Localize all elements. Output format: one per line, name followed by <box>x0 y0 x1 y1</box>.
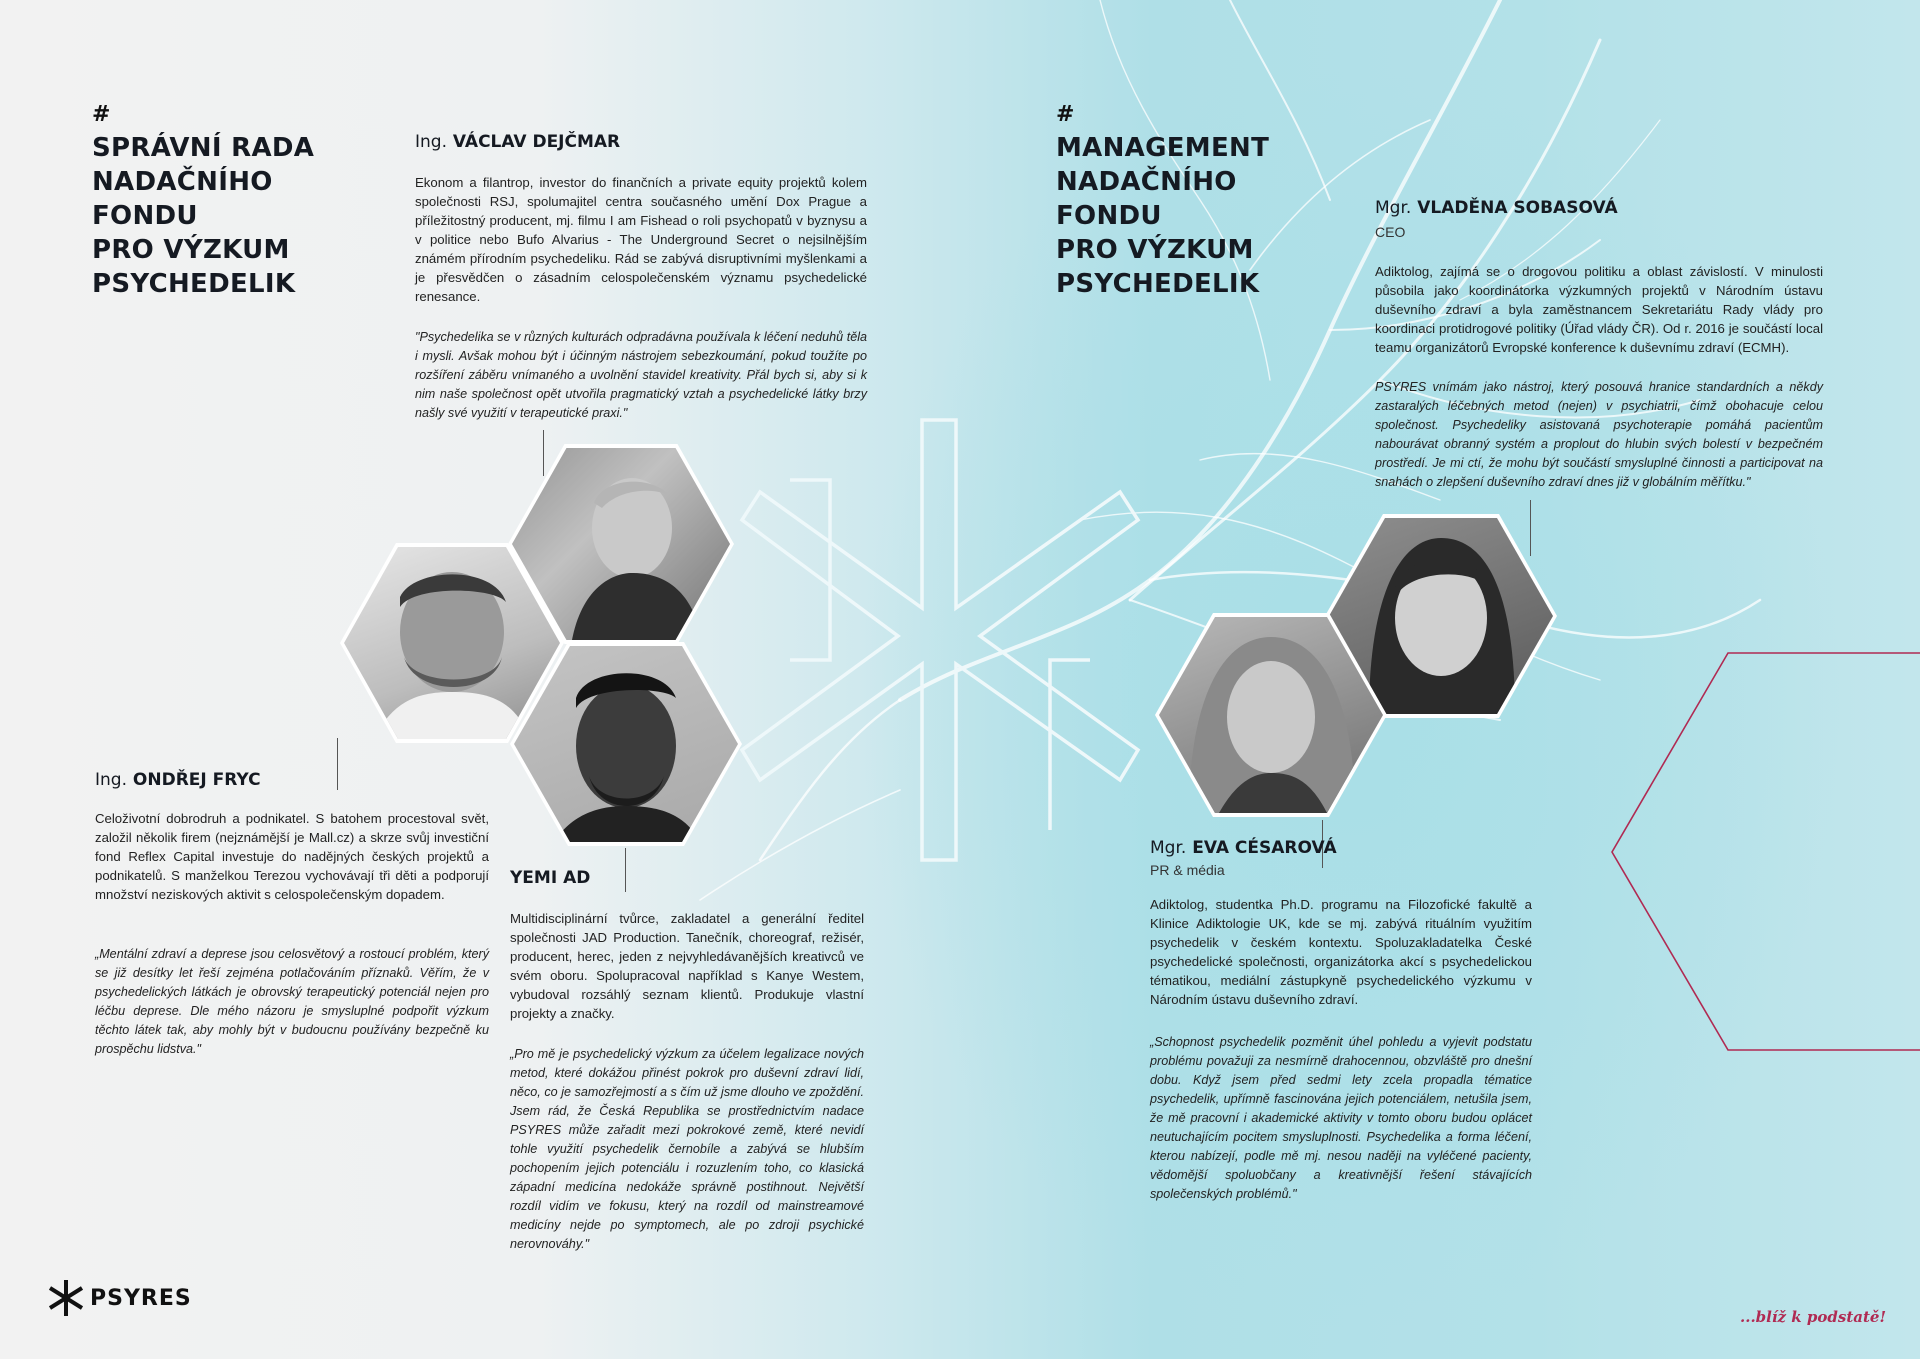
cesarova-role: PR & média <box>1150 862 1225 878</box>
dejcmar-bio: Ekonom a filantrop, investor do finančních a private equity projektů kolem společnosti RSJ, spolumajitel centra současného umění Dox Prague a příležitostný producent, mj. filmu I am Fishead o roli psychopatů v byznysu a v politice nebo Bufo Alvarius - The Underground Secret o nejsilnějším známém přírodním psychedeliku. Rád se zabývá disruptivními myšlenkami a je přesvědčen o zásadním celospolečenském významu psychedelické renesance. <box>415 175 867 304</box>
fryc-bio: Celoživotní dobrodruh a podnikatel. S batohem procestoval svět, založil několik firem (nejznámější je Mall.cz) a skrze svůj investiční fond Reflex Capital investuje do nadějných českých projektů a podnikatelů. S manželkou Terezou vychovávají tři děti a podporují množství neziskových aktivit s celospolečenským dopadem. <box>95 811 489 902</box>
board-section-title: SPRÁVNÍ RADA NADAČNÍHO FONDU PRO VÝZKUM PSYCHEDELIK <box>92 133 315 299</box>
dejcmar-quote: "Psychedelika se v různých kulturách odpradávna používala k léčení neduhů těla i mysli. Avšak mohou být i účinným nástrojem sebezkoumání, pokud toužíte po rozšíření záběru vnímaného a uvolnění stavidel kreativity. Přál bych si, aby si k nim naše společnost opět utvořila pragmatický vztah a psychedelické látky brzy našly své využití v terapeutické praxi." <box>415 330 867 420</box>
logo-text: PSYRES <box>90 1285 192 1311</box>
cesarova-bio: Adiktolog, studentka Ph.D. programu na Filozofické fakultě a Klinice Adiktologie UK, kde se mj. zabývá rituálním využitím psychedelik v českém kontextu. Spoluzakladatelka České psychedelické společnosti, organizátorka akcí s psychedelickou tématikou, mediální zástupkyně psychedelického výzkumu v Národním ústavu duševního zdraví. <box>1150 897 1532 1007</box>
cesarova-quote: „Schopnost psychedelik pozměnit úhel pohledu a vyjevit podstatu problému považuji za nesmírně drahocennou, obzvláště pro dnešní dobu. Když jsem před sedmi lety zcela propadla tématice psychedelik, upřímně fascinována jejich potenciálem, netušila jsem, že mě pracovní i akademické aktivity v tomto oboru budou oplácet neutuchajícím pocitem smysluplnosti. Psychedelika a forma léčení, kterou nabízejí, podle mě mj. nesou naději na vyléčené pacienty, vědomější spoluobčany a kreativnější řešení stávajících společenských problémů." <box>1150 1035 1532 1201</box>
yemi-name: YEMI AD <box>510 868 591 888</box>
tagline: ...blíž k podstatě! <box>1740 1308 1887 1326</box>
fryc-connector-line <box>337 738 338 790</box>
left-section-hash: # <box>92 102 111 127</box>
yemi-connector-line <box>625 848 626 892</box>
sobasova-name: Mgr. VLADĚNA SOBASOVÁ <box>1375 198 1618 218</box>
sobasova-bio: Adiktolog, zajímá se o drogovou politiku a oblast závislostí. V minulosti působila jako koordinátorka výzkumných projektů v Národním ústavu duševního zdraví a byla zaměstnancem Sekretariátu Rady vlády pro koordinaci protidrogové politiky (Úřad vlády ČR). Od r. 2016 je součástí local teamu organizátorů Evropské konference k duševnímu zdraví (ECMH). <box>1375 264 1823 355</box>
yemi-quote: „Pro mě je psychedelický výzkum za účelem legalizace nových metod, které dokážou přinést pokrok pro duševní zdraví lidí, něco, co je samozřejmostí a s čím už jsme dlouho ve zpoždění. Jsem rád, že Česká Republika se prostřednictvím nadace PSYRES může zařadit mezi pokrokové země, které nevidí tohle využití psychedelik černobíle a zabývá se hlubším pochopením jejich potenciálu i rozuzlením toho, co klasická západní medicína nedokáže správně postihnout. Největší rozdíl vidím ve fokusu, který na rozdíl od mainstreamové medicíny nejde po symptomech, ale po zdroji psychické nerovnováhy." <box>510 1047 864 1251</box>
sobasova-connector-line <box>1530 500 1531 556</box>
yemi-bio: Multidisciplinární tvůrce, zakladatel a generální ředitel společnosti JAD Production. Tanečník, choreograf, režisér, producent, herec, jeden z nejvyhledávanějších kreativců ve svém oboru. Spolupracoval například s Kanye Westem, vybudoval rozsáhlý seznam klientů. Produkuje vlastní projekty a značky. <box>510 911 864 1021</box>
psyres-logo <box>46 1278 192 1318</box>
dejcmar-name: Ing. VÁCLAV DEJČMAR <box>415 132 621 152</box>
fryc-quote: „Mentální zdraví a deprese jsou celosvětový a rostoucí problém, který se již desítky let řeší zejména potlačováním příznaků. Věřím, že v psychedelických látkách je obrovský terapeutický potenciál nejen pro léčbu deprese. Dle mého názoru je smysluplné podpořit výzkum těchto látek tak, aby mohly být v budoucnu používány bezpečně ku prospěchu lidstva." <box>95 947 489 1056</box>
fryc-name: Ing. ONDŘEJ FRYC <box>95 770 261 790</box>
cesarova-name: Mgr. EVA CÉSAROVÁ <box>1150 838 1337 858</box>
dejcmar-connector-line <box>543 430 544 476</box>
management-section-title: MANAGEMENT NADAČNÍHO FONDU PRO VÝZKUM PSYCHEDELIK <box>1056 133 1270 299</box>
sobasova-quote: PSYRES vnímám jako nástroj, který posouvá hranice standardních a někdy zastaralých léčebných metod (nejen) v psychiatrii, čímž obohacuje celou společnost. Psychedeliky asistovaná psychoterapie pomáhá pacientům nabourávat obranný systém a proplout do hlubin svých bolestí v bezpečném prostředí. Je mi ctí, že mohu být součástí smysluplné činnosti a participovat na snahách o zlepšení duševního zdraví dnes již v globálním měřítku." <box>1375 380 1823 489</box>
asterisk-logo-icon <box>46 1278 86 1318</box>
right-section-hash: # <box>1056 102 1075 127</box>
sobasova-role: CEO <box>1375 224 1406 240</box>
